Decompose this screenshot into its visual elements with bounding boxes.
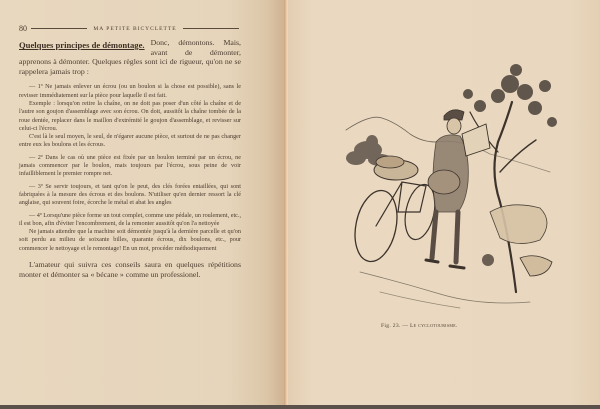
rule-2: — 2º Dans le cas où une pièce est fixée par un boulon terminé par un écrou, ne jamais commencer par le boulon, mais toujours par l'écrou, sous peine de voir infailliblement le premier rompre net. bbox=[19, 153, 241, 178]
head-rule-left bbox=[31, 28, 87, 29]
rule-3: — 3º Se servir toujours, et tant qu'on le peut, des clés forées entaillées, qui sont fabriquées à la mesure des écrous et des boulons. N'utiliser qu'en dernier ressort la clé anglaise, qui souvent foire, écorche le métal et abat les angles bbox=[19, 182, 241, 207]
right-page bbox=[288, 0, 600, 405]
example-paragraph: Exemple : lorsqu'on retire la chaîne, on ne doit pas poser d'un côté la chaîne et de l'autre son goujon d'assemblage avec son écrou. On doit, aussitôt la chaîne tombée de la roue dentée, replacer dans le maillon d'extrémité le goujon d'assemblage, et revisser sur celui-ci l'écrou. bbox=[19, 99, 241, 132]
section-title: Quelques principes de démontage. bbox=[19, 40, 145, 50]
figure-caption bbox=[381, 323, 458, 329]
method-paragraph: Ne jamais attendre que la machine soit démontée jusqu'à la dernière parcelle et qu'on soit perdu au milieu de soixante billes, quarante écrous, dix boulons, etc., pour commencer le nettoyage et le remontage! En un mot, procéder méthodiquement bbox=[19, 228, 241, 252]
intro-text: Donc, démontons. Mais, avant de démonter, apprenons à démonter. Quelques règles sont ici de rigueur, qu'on ne se rappelera jamais trop : bbox=[19, 38, 241, 76]
rule-1: — 1º Ne jamais enlever un écrou (ou un boulon si la chose est possible), sans le revisser immédiatement sur la pièce pour laquelle il est fait. bbox=[19, 83, 241, 99]
running-head-title: MA PETITE BICYCLETTE bbox=[93, 25, 177, 32]
closing-paragraph: L'amateur qui suivra ces conseils saura en quelques répétitions monter et démonter sa « bécane » comme un professionel. bbox=[19, 260, 241, 279]
cyclist-illustration bbox=[340, 62, 572, 310]
intro-paragraph bbox=[19, 38, 241, 76]
bottom-edge bbox=[0, 405, 600, 409]
rule-4: — 4º Lorsqu'une pièce forme un tout complet, comme une pédale, un roulement, etc., il est bon, afin d'éviter l'encombrement, de la remonter aussitôt qu'on l'a nettoyée bbox=[19, 211, 241, 227]
head-rule-right bbox=[183, 28, 239, 29]
running-head bbox=[19, 24, 239, 33]
page-number: 80 bbox=[19, 24, 27, 33]
only-way-paragraph: C'est là le seul moyen, le seul, de n'égarer aucune pièce, et surtout de ne pas changer entre eux les boulons et les écrous. bbox=[19, 133, 241, 149]
body-text bbox=[19, 38, 241, 279]
caption-prefix: Fig. 23. — bbox=[381, 323, 410, 329]
caption-title: Le cyclotourisme. bbox=[409, 323, 458, 329]
left-page bbox=[0, 0, 284, 405]
